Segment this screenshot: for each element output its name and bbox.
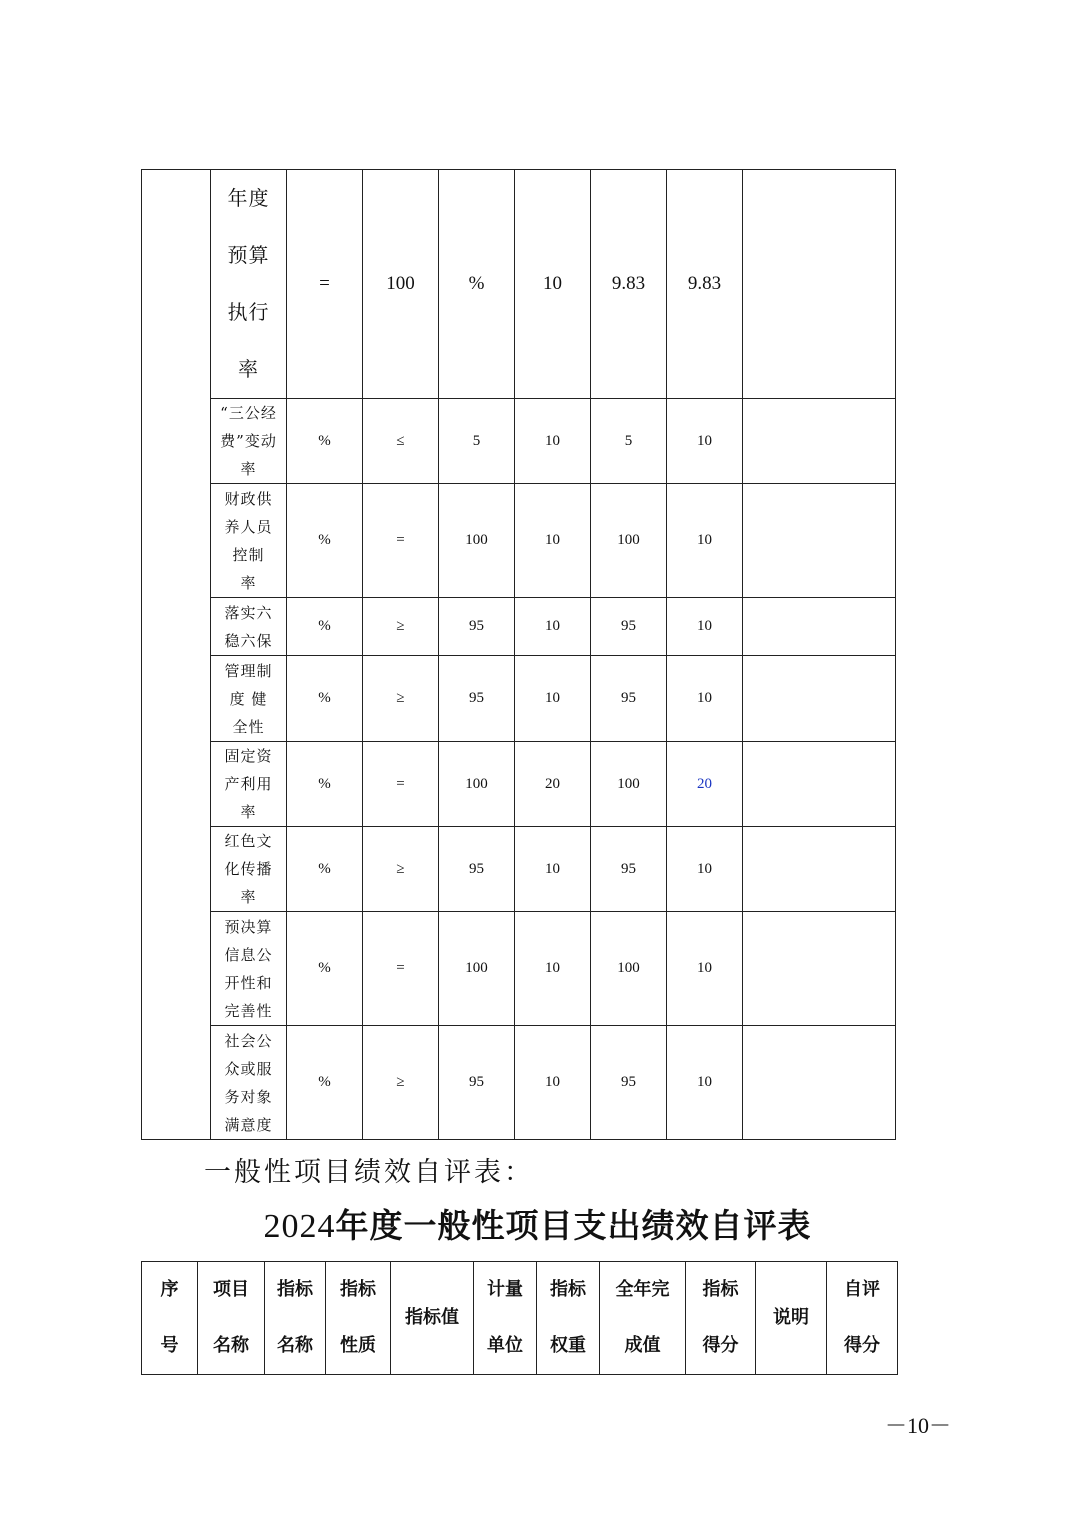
column-header-line: 性质 xyxy=(340,1335,376,1356)
value-cell: = xyxy=(287,170,363,399)
note-cell xyxy=(743,598,896,656)
value-cell: ≤ xyxy=(363,399,439,484)
table-row xyxy=(142,484,896,598)
indicator-name xyxy=(211,912,287,1026)
note-cell xyxy=(743,656,896,742)
value-cell: 9.83 xyxy=(667,170,743,399)
value-cell: 95 xyxy=(439,827,515,912)
value-cell: 5 xyxy=(439,399,515,484)
value-cell: 100 xyxy=(591,742,667,827)
indicator-name-line: 产利用 xyxy=(224,775,273,793)
table-row xyxy=(142,170,896,399)
indicator-name-line: 满意度 xyxy=(224,1115,273,1134)
indicator-name-line: 化传播 xyxy=(224,860,273,878)
indicator-name-line: 社会公 xyxy=(224,1031,273,1050)
page-title xyxy=(0,1200,1075,1247)
note-cell xyxy=(743,742,896,827)
value-cell: 100 xyxy=(591,912,667,1026)
indicator-name-line: 预算 xyxy=(227,243,270,267)
column-header-line: 号 xyxy=(160,1335,179,1356)
indicator-name xyxy=(211,170,287,399)
table-row xyxy=(142,912,896,1026)
value-cell: 95 xyxy=(591,598,667,656)
title-text: 年度一般性项目支出绩效自评表 xyxy=(335,1206,812,1245)
page-number: －10－ xyxy=(885,1413,952,1438)
indicator-name-line: 率 xyxy=(240,888,257,906)
indicator-name xyxy=(211,742,287,827)
column-header-line: 指标 xyxy=(277,1279,313,1300)
note-cell xyxy=(743,170,896,399)
value-cell: 5 xyxy=(591,399,667,484)
note-cell xyxy=(743,912,896,1026)
indicator-name-line: 众或服 xyxy=(224,1059,273,1078)
value-cell: 10 xyxy=(515,1026,591,1140)
performance-indicator-table xyxy=(141,169,896,1140)
column-header-line: 指标 xyxy=(702,1279,739,1300)
value-cell: 10 xyxy=(515,170,591,399)
indicator-name xyxy=(211,656,287,742)
column-header xyxy=(391,1262,474,1375)
value-cell: % xyxy=(287,656,363,742)
indicator-name-line: 率 xyxy=(240,803,257,821)
indicator-name-line: 信息公 xyxy=(224,945,273,964)
value-cell: = xyxy=(363,484,439,598)
value-cell: % xyxy=(287,827,363,912)
indicator-name-line: 控制 xyxy=(232,545,265,564)
indicator-name-line: 财政供 xyxy=(224,489,273,508)
indicator-name-line: 管理制 xyxy=(224,661,273,680)
indicator-name-line: 红色文 xyxy=(224,832,273,850)
value-cell: 10 xyxy=(515,656,591,742)
indicator-name xyxy=(211,598,287,656)
column-header-line: 说明 xyxy=(773,1307,809,1328)
indicator-name-line: 率 xyxy=(238,357,259,381)
column-header-line: 指标值 xyxy=(405,1307,459,1328)
column-header xyxy=(265,1262,326,1375)
value-cell: % xyxy=(287,598,363,656)
value-cell: 10 xyxy=(667,399,743,484)
indicator-name-line: 费”变动 xyxy=(220,432,277,450)
indicator-name-line: 执行 xyxy=(227,300,270,324)
value-cell: 10 xyxy=(667,1026,743,1140)
value-cell: ≥ xyxy=(363,827,439,912)
project-evaluation-header-table xyxy=(141,1261,898,1375)
title-year: 2024 xyxy=(263,1208,336,1245)
value-cell: 100 xyxy=(439,742,515,827)
column-header xyxy=(142,1262,198,1375)
column-header-line: 计量 xyxy=(487,1279,523,1300)
table-row xyxy=(142,827,896,912)
value-cell: 95 xyxy=(439,598,515,656)
note-cell xyxy=(743,399,896,484)
indicator-name xyxy=(211,827,287,912)
column-header-line: 指标 xyxy=(340,1279,376,1300)
indicator-name-line: 率 xyxy=(240,460,257,478)
value-cell: 95 xyxy=(439,656,515,742)
value-cell: 95 xyxy=(591,827,667,912)
value-cell: % xyxy=(287,742,363,827)
indicator-name-line: 固定资 xyxy=(224,747,273,765)
indicator-name-line: 全性 xyxy=(232,717,265,736)
column-header xyxy=(326,1262,391,1375)
indicator-name-line: 预决算 xyxy=(224,917,273,936)
table-row xyxy=(142,656,896,742)
column-header xyxy=(474,1262,537,1375)
value-cell: 10 xyxy=(515,484,591,598)
value-cell: 100 xyxy=(363,170,439,399)
value-cell: 10 xyxy=(667,827,743,912)
value-cell: = xyxy=(363,912,439,1026)
column-header-line: 单位 xyxy=(487,1335,523,1356)
column-header-line: 权重 xyxy=(550,1335,586,1356)
note-cell xyxy=(743,827,896,912)
column-header xyxy=(756,1262,827,1375)
table-row xyxy=(142,742,896,827)
table-row xyxy=(142,1026,896,1140)
value-cell: % xyxy=(287,484,363,598)
column-header-line: 全年完 xyxy=(615,1279,670,1300)
value-cell: ≥ xyxy=(363,1026,439,1140)
column-header-line: 指标 xyxy=(550,1279,586,1300)
value-cell: = xyxy=(363,742,439,827)
indicator-name-line: 度 健 xyxy=(229,689,268,708)
column-header xyxy=(600,1262,686,1375)
value-cell: 10 xyxy=(667,656,743,742)
value-cell: 95 xyxy=(439,1026,515,1140)
value-cell: ≥ xyxy=(363,656,439,742)
category-cell xyxy=(142,170,211,1140)
value-cell: 9.83 xyxy=(591,170,667,399)
column-header-line: 序 xyxy=(160,1279,179,1300)
indicator-name-line: 完善性 xyxy=(224,1001,273,1020)
value-cell: % xyxy=(287,1026,363,1140)
note-cell xyxy=(743,484,896,598)
indicator-name xyxy=(211,399,287,484)
value-cell: % xyxy=(287,912,363,1026)
column-header xyxy=(537,1262,600,1375)
value-cell: 10 xyxy=(667,484,743,598)
column-header-line: 名称 xyxy=(213,1335,249,1356)
column-header-line: 名称 xyxy=(277,1335,313,1356)
indicator-name-line: 务对象 xyxy=(224,1087,273,1106)
value-cell: 10 xyxy=(515,399,591,484)
value-cell: % xyxy=(287,399,363,484)
column-header-line: 得分 xyxy=(702,1335,739,1356)
value-cell: 20 xyxy=(515,742,591,827)
value-cell: 10 xyxy=(667,912,743,1026)
value-cell: 10 xyxy=(515,598,591,656)
indicator-name-line: 稳六保 xyxy=(224,631,273,650)
value-cell: 100 xyxy=(439,912,515,1026)
value-cell: % xyxy=(439,170,515,399)
value-cell: ≥ xyxy=(363,598,439,656)
indicator-name-line: “三公经 xyxy=(220,404,277,422)
indicator-name-line: 开性和 xyxy=(224,973,273,992)
indicator-name xyxy=(211,484,287,598)
value-cell: 100 xyxy=(439,484,515,598)
column-header-line: 项目 xyxy=(213,1279,249,1300)
value-cell: 10 xyxy=(667,598,743,656)
indicator-name xyxy=(211,1026,287,1140)
table-row xyxy=(142,399,896,484)
value-cell: 10 xyxy=(515,827,591,912)
note-cell xyxy=(743,1026,896,1140)
column-header xyxy=(686,1262,756,1375)
indicator-name-line: 养人员 xyxy=(224,517,273,536)
section-intro: 一般性项目绩效自评表： xyxy=(204,1157,534,1188)
value-cell: 95 xyxy=(591,1026,667,1140)
table-row xyxy=(142,598,896,656)
column-header xyxy=(827,1262,898,1375)
indicator-name-line: 落实六 xyxy=(224,603,273,622)
value-cell: 10 xyxy=(515,912,591,1026)
column-header xyxy=(198,1262,265,1375)
value-cell: 100 xyxy=(591,484,667,598)
header-row xyxy=(142,1262,898,1375)
column-header-line: 成值 xyxy=(624,1335,661,1356)
column-header-line: 自评 xyxy=(844,1279,880,1300)
value-cell: 20 xyxy=(667,742,743,827)
column-header-line: 得分 xyxy=(844,1335,880,1356)
value-cell: 95 xyxy=(591,656,667,742)
indicator-name-line: 年度 xyxy=(227,186,270,210)
indicator-name-line: 率 xyxy=(240,573,257,592)
